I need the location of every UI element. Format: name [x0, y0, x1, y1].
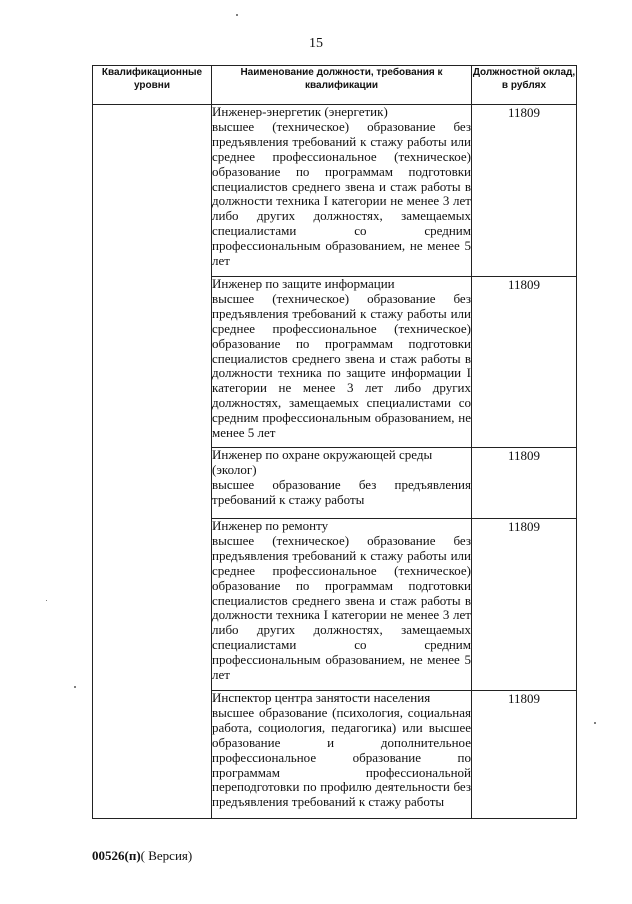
position-requirements: высшее (техническое) образование без предъявления требований к стажу работы или среднее профессиональное (техническое) образование по программам подготовки специалистов среднего звена и стаж работы в должности техника по защите информации I категории не менее 3 лет либо других должностях, замещаемых специалистами со средним профессиональным образованием, не менее 5 лет	[212, 290, 471, 441]
position-title: Инженер по ремонту	[212, 518, 329, 533]
salary-cell: 11809	[472, 691, 577, 819]
scan-speck	[236, 14, 238, 16]
header-salary: Должностной оклад, в рублях	[472, 66, 577, 105]
salary-cell: 11809	[472, 105, 577, 277]
position-cell	[212, 448, 472, 519]
position-cell	[212, 105, 472, 277]
position-requirements: высшее образование без предъявления требований к стажу работы	[212, 476, 471, 507]
scan-speck	[74, 686, 76, 688]
level-cell	[93, 105, 212, 819]
qualification-table	[92, 65, 577, 819]
position-cell	[212, 691, 472, 819]
table-header-row	[93, 66, 577, 105]
salary-cell: 11809	[472, 448, 577, 519]
document-version: ( Версия)	[140, 848, 193, 863]
position-cell	[212, 277, 472, 448]
document-code	[92, 848, 192, 864]
header-levels: Квалификационные уровни	[93, 66, 212, 105]
position-requirements: высшее образование (психология, социальная работа, социология, педагогика) или высшее образование и дополнительное профессиональное образование по программам профессиональной переподготовки по профилю деятельности без предъявления требований к стажу работы	[212, 704, 471, 810]
table-row	[93, 105, 577, 277]
header-position: Наименование должности, требования к квалификации	[212, 66, 472, 105]
salary-cell: 11809	[472, 277, 577, 448]
position-cell	[212, 519, 472, 691]
position-requirements: высшее (техническое) образование без предъявления требований к стажу работы или среднее профессиональное (техническое) образование по программам подготовки специалистов среднего звена и стаж работы в должности техника I категории не менее 3 лет либо других должностях, замещаемых специалистами со средним профессиональным образованием, не менее 5 лет	[212, 118, 471, 269]
position-title: Инженер-энергетик (энергетик)	[212, 104, 388, 119]
position-title: Инженер по охране окружающей среды (эколог)	[212, 447, 433, 477]
position-requirements: высшее (техническое) образование без предъявления требований к стажу работы или среднее профессиональное (техническое) образование по программам подготовки специалистов среднего звена и стаж работы в должности техника I категории не менее 3 лет либо других должностях, замещаемых специалистами со средним профессиональным образованием, не менее 5 лет	[212, 532, 471, 683]
scan-speck	[46, 600, 47, 601]
page-number: 15	[309, 36, 323, 51]
document-code-number: 00526(п)	[92, 848, 141, 863]
scan-speck	[594, 722, 596, 724]
position-title: Инженер по защите информации	[212, 276, 395, 291]
position-title: Инспектор центра занятости населения	[212, 690, 431, 705]
salary-cell: 11809	[472, 519, 577, 691]
